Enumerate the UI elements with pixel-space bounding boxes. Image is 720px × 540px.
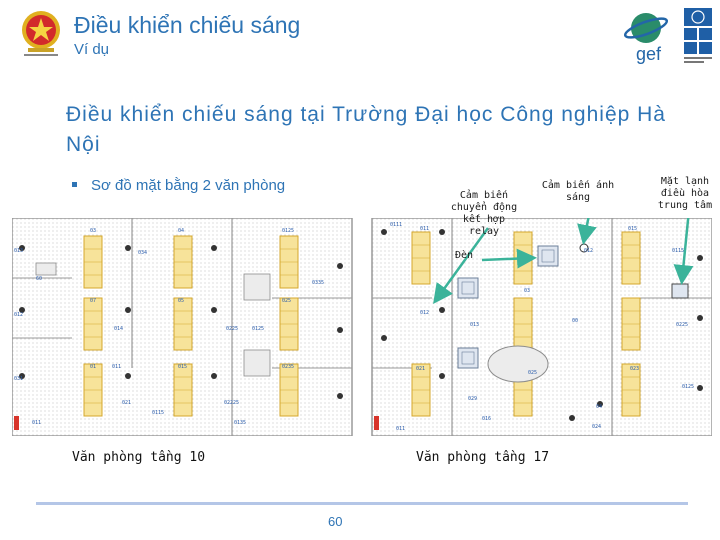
lamp-label: Đèn [454, 250, 474, 261]
floor17-room-label: 03 [524, 288, 531, 294]
floor17-room-label: 023 [630, 366, 640, 372]
bullet-text: Sơ đồ mặt bằng 2 văn phòng [91, 177, 286, 194]
floor10-room-label: 025 [282, 298, 292, 304]
bullet-item [72, 177, 285, 194]
undp-logo [682, 6, 714, 64]
exit-sign-icon [374, 416, 379, 430]
floor10-room-label: 0125 [282, 228, 295, 234]
ac-unit-icon [672, 284, 688, 298]
floor17-room-label: 04 [596, 404, 603, 410]
floor10-room-label: 03 [90, 228, 97, 234]
svg-text:gef: gef [636, 44, 662, 64]
motion-sensor-label: Cảm biến chuyển động kết hợp relay [450, 190, 518, 237]
floor10-plan [12, 218, 352, 436]
floor17-room-label: 00 [572, 318, 579, 324]
gef-logo [622, 6, 676, 64]
floor10-room-label: 021 [122, 400, 132, 406]
bullet-marker [72, 182, 77, 187]
floor17-room-label: 029 [468, 396, 478, 402]
page-number: 60 [328, 514, 343, 529]
floor10-room-label: 013 [14, 248, 24, 254]
floor17-room-label: 015 [628, 226, 638, 232]
floor17-room-label: 0111 [390, 222, 403, 228]
floor10-room-label: 0235 [282, 364, 295, 370]
floor10-room-label: 07 [90, 298, 97, 304]
light-sensor-label: Cảm biến ánh sáng [541, 180, 615, 203]
floor17-caption: Văn phòng tầng 17 [416, 450, 550, 465]
footer-divider [36, 502, 688, 505]
exit-sign-icon [14, 416, 19, 430]
floor10-room-label: 05 [178, 298, 185, 304]
floor17-room-label: 013 [470, 322, 480, 328]
floor10-room-label: 011 [32, 420, 42, 426]
floor17-plan [372, 218, 712, 436]
floor10-room-label: 034 [138, 250, 148, 256]
floor17-room-label: 016 [482, 416, 492, 422]
ac-unit-label: Mặt lạnh điều hòa trung tâm [657, 176, 713, 211]
floor10-room-label: 02225 [224, 400, 240, 406]
floor17-room-label: 021 [416, 366, 426, 372]
floor17-room-label: 0225 [676, 322, 689, 328]
floor10-room-label: 012 [14, 312, 24, 318]
header-title: Điều khiển chiếu sáng [74, 12, 301, 38]
floor10-room-label: 0115 [152, 410, 165, 416]
meeting-table [488, 346, 548, 382]
header-subtitle: Ví dụ [74, 41, 110, 58]
floor-plans [12, 218, 712, 436]
floor17-room-label: 025 [528, 370, 538, 376]
floor10-room-label: 031 [14, 376, 24, 382]
floor10-room-label: 0335 [312, 280, 325, 286]
floor10-room-label: 04 [178, 228, 185, 234]
floor10-caption: Văn phòng tầng 10 [72, 450, 206, 465]
floor10-room-label: 0225 [226, 326, 239, 332]
floor17-room-label: 012 [420, 310, 430, 316]
floor17-room-label: 011 [396, 426, 406, 432]
floor10-room-label: 0125 [252, 326, 265, 332]
floor17-room-label: 0115 [672, 248, 685, 254]
main-title: Điều khiển chiếu sáng tại Trường Đại học Công nghiệp Hà Nội [66, 103, 666, 156]
floor17-room-label: 012 [584, 248, 594, 254]
floor10-room-label: 014 [114, 326, 124, 332]
floor10-room-label: 60 [36, 276, 43, 282]
floor10-room-label: 015 [178, 364, 188, 370]
floor10-room-label: 011 [112, 364, 122, 370]
floor17-room-label: 011 [420, 226, 430, 232]
national-emblem-icon [18, 8, 64, 58]
floor17-room-label: 0125 [682, 384, 695, 390]
floor10-room-label: 01 [90, 364, 97, 370]
floor10-room-label: 0135 [234, 420, 247, 426]
floor17-room-label: 024 [592, 424, 602, 430]
